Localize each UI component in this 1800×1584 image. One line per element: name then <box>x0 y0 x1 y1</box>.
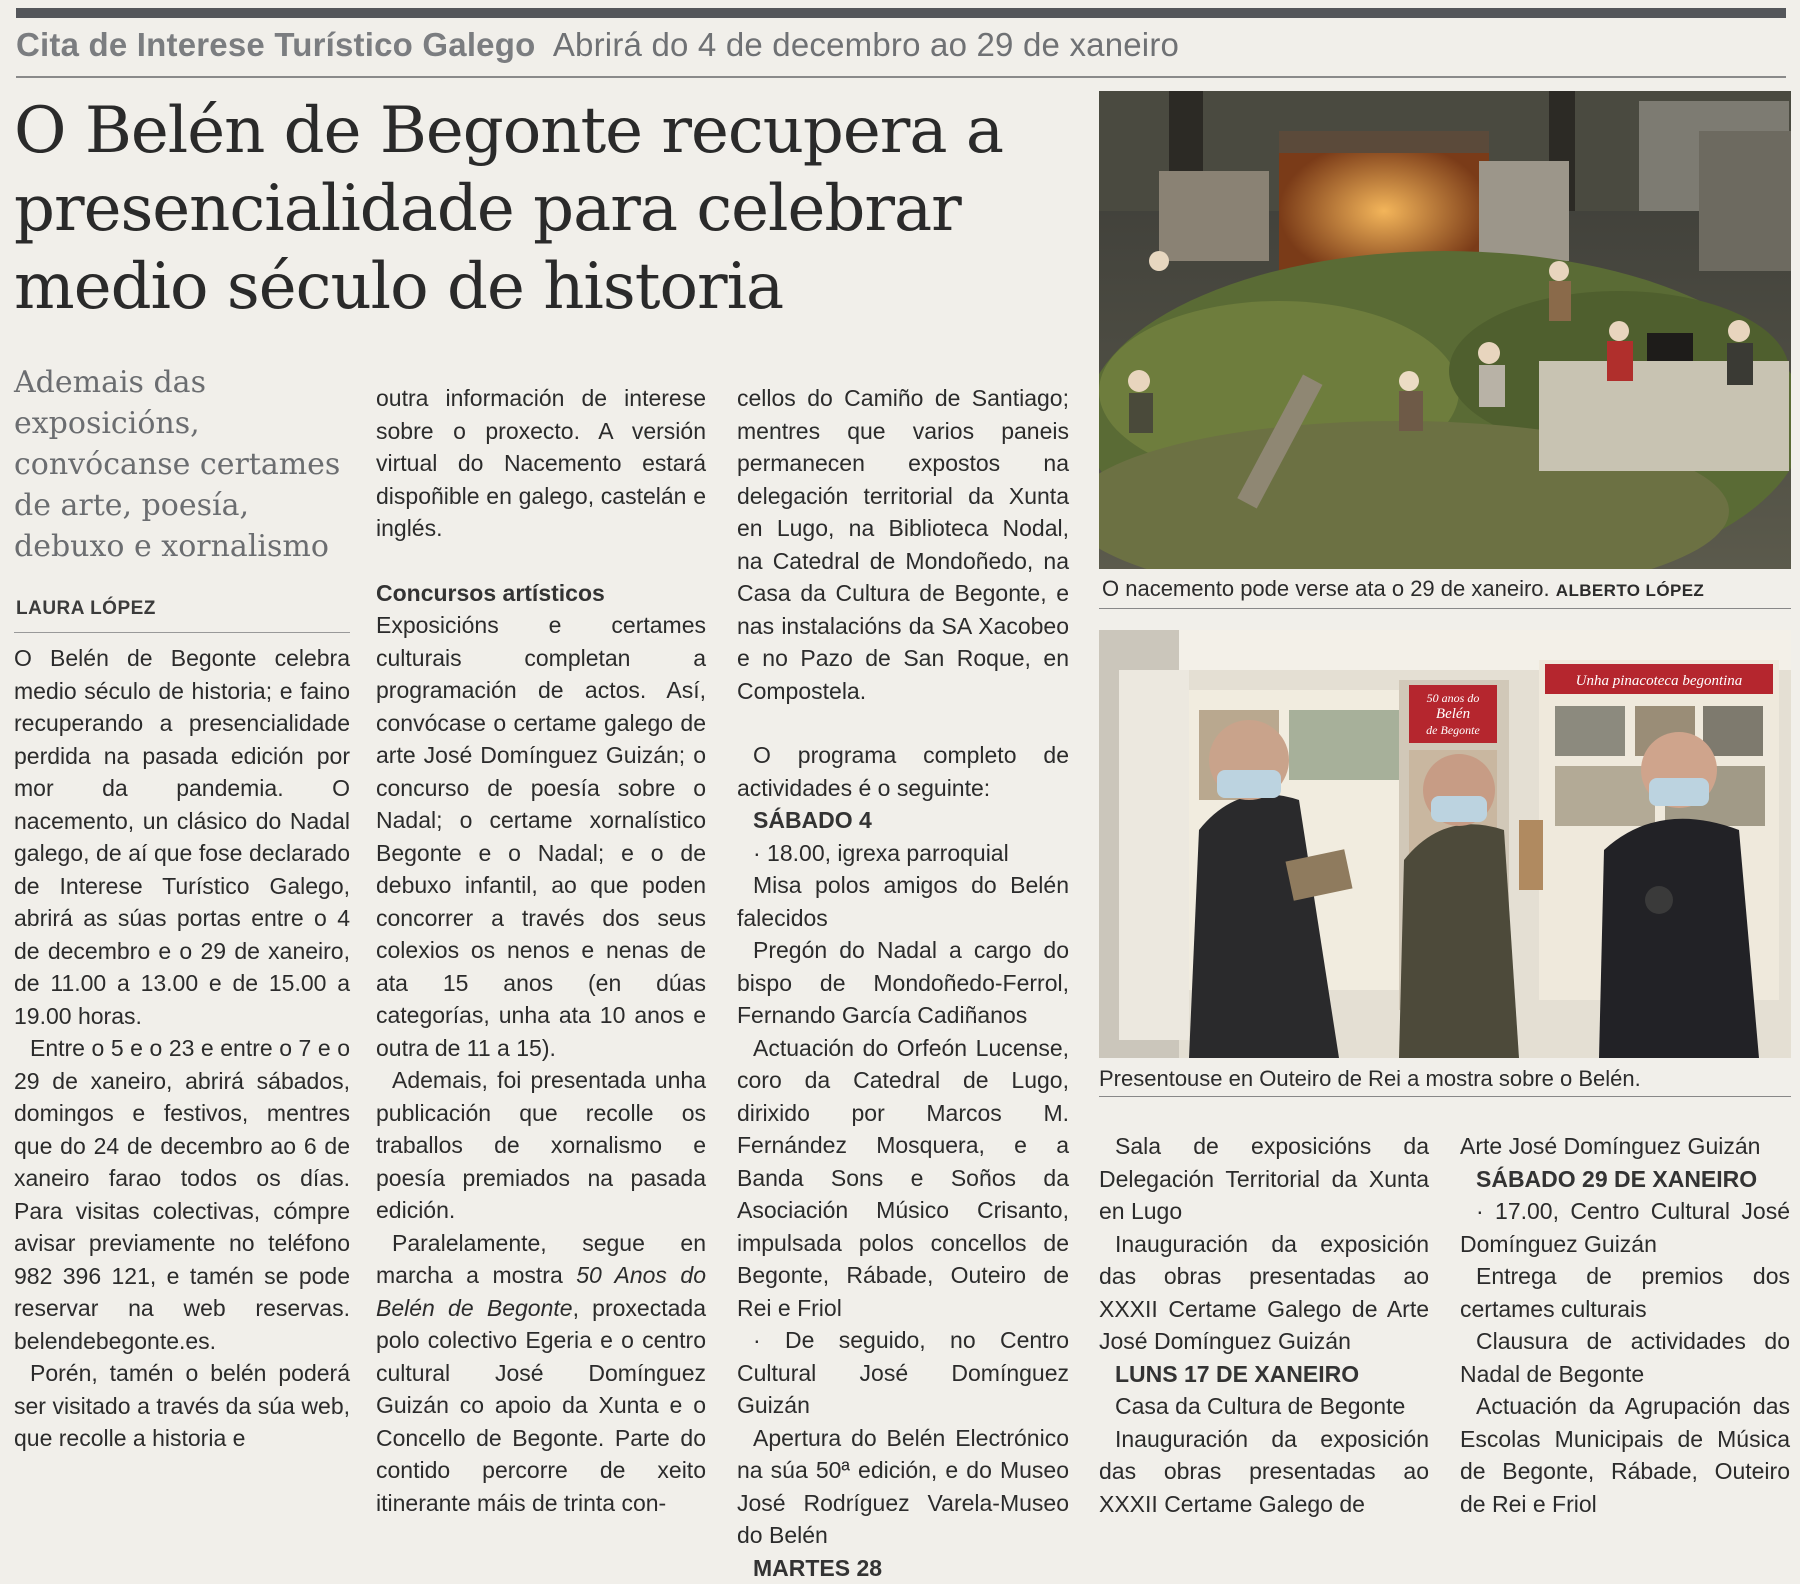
nativity-scene-illustration <box>1099 91 1791 569</box>
photo-caption-top <box>1102 576 1704 602</box>
text-column-5 <box>1460 1130 1790 1520</box>
schedule-entry: Misa polos amigos do Belén falecidos <box>737 869 1069 934</box>
panel-title: Unha pinacoteca begontina <box>1576 673 1743 689</box>
photo-credit: ALBERTO LÓPEZ <box>1556 581 1704 600</box>
nativity-scene-photo <box>1099 91 1791 569</box>
schedule-entry: Casa da Cultura de Begonte <box>1099 1390 1429 1423</box>
poster-line2: Belén <box>1436 706 1470 722</box>
exhibition-illustration <box>1099 630 1791 1058</box>
text-column-3 <box>737 382 1069 1584</box>
top-bar <box>16 8 1786 18</box>
schedule-day: LUNS 17 DE XANEIRO <box>1099 1358 1429 1391</box>
schedule-entry: Entrega de premios dos certames culturais <box>1460 1260 1790 1325</box>
schedule-entry: · 17.00, Centro Cultural José Domínguez Guizán <box>1460 1195 1790 1260</box>
schedule-entry: Inauguración da exposición das obras presentadas ao XXXII Certame Galego de <box>1099 1423 1429 1521</box>
text-column-2 <box>376 382 706 1519</box>
byline-rule <box>14 632 350 633</box>
paragraph: Entre o 5 e o 23 e entre o 7 e o 29 de xaneiro, abrirá sábados, domingos e festivos, mentres que do 24 de decembro ao 6 de xaneiro farao todos os días. Para visitas colectivas, cómpre avisar previamente no teléfono 982 396 121, e tamén se pode reservar na web reservas. belendebegonte.es. <box>14 1032 350 1357</box>
paragraph: outra información de interese sobre o proxecto. A versión virtual do Nacemento estará dispoñible en galego, castelán e inglés. <box>376 382 706 545</box>
schedule-day: MARTES 28 <box>737 1552 1069 1584</box>
schedule-day: SÁBADO 4 <box>737 804 1069 837</box>
paragraph <box>376 1227 706 1520</box>
paragraph: Porén, tamén o belén poderá ser visitado a través da súa web, que recolle a historia e <box>14 1357 350 1455</box>
exhibition-title: 50 Anos do Belén de Begonte <box>376 1262 706 1321</box>
caption-rule-bottom <box>1099 1096 1791 1097</box>
paragraph: O programa completo de actividades é o seguinte: <box>737 739 1069 804</box>
exhibition-photo <box>1099 630 1791 1058</box>
schedule-entry: Actuación do Orfeón Lucense, coro da Catedral de Lugo, dirixido por Marcos M. Fernández Mosquera, e a Banda Sons e Soños da Asociación Músico Crisanto, impulsada polos concellos de Begonte, Rábade, Outeiro de Rei e Friol <box>737 1032 1069 1325</box>
paragraph: cellos do Camiño de Santiago; mentres que varios paneis permanecen expostos na delegación territorial da Xunta en Lugo, na Biblioteca Nodal, na Catedral de Mondoñedo, na Casa da Cultura de Begonte, e nas instalacións da SA Xacobeo e no Pazo de San Roque, en Compostela. <box>737 382 1069 707</box>
kicker-category: Cita de Interese Turístico Galego <box>16 26 535 63</box>
caption-text: Presentouse en Outeiro de Rei a mostra sobre o Belén. <box>1099 1066 1641 1091</box>
schedule-entry: Pregón do Nadal a cargo do bispo de Mondoñedo-Ferrol, Fernando García Cadiñanos <box>737 934 1069 1032</box>
poster-line3: de Begonte <box>1426 723 1480 737</box>
poster-line1: 50 anos do <box>1427 691 1480 705</box>
text-column-1 <box>14 642 350 1455</box>
text-column-4 <box>1099 1130 1429 1520</box>
schedule-entry: · De seguido, no Centro Cultural José Domínguez Guizán <box>737 1324 1069 1422</box>
article-headline: O Belén de Begonte recupera a presencialidade para celebrar medio século de historia <box>14 92 1084 326</box>
paragraph: Exposicións e certames culturais completan a programación de actos. Así, convócase o certame galego de arte José Domínguez Guizán; o concurso de poesía sobre o Nadal; o certame xornalístico Begonte e o Nadal; e o de debuxo infantil, ao que poden concorrer a través dos seus colexios os nenos e nenas de ata 15 anos (en dúas categorías, unha ata 10 anos e outra de 11 a 15). <box>376 609 706 1064</box>
caption-rule-top <box>1099 608 1791 609</box>
schedule-entry: · 18.00, igrexa parroquial <box>737 837 1069 870</box>
schedule-entry: Inauguración da exposición das obras presentadas ao XXXII Certame Galego de Arte José Domínguez Guizán <box>1099 1228 1429 1358</box>
schedule-entry: Sala de exposicións da Delegación Territorial da Xunta en Lugo <box>1099 1130 1429 1228</box>
kicker-dates: Abrirá do 4 de decembro ao 29 de xaneiro <box>553 26 1179 63</box>
header-rule <box>16 76 1786 78</box>
article-byline: LAURA LÓPEZ <box>16 598 156 620</box>
section-title: Concursos artísticos <box>376 577 706 610</box>
schedule-entry: Apertura do Belén Electrónico na súa 50ª edición, e do Museo José Rodríguez Varela-Museo do Belén <box>737 1422 1069 1552</box>
article-subhead: Ademais das exposicións, convócanse certames de arte, poesía, debuxo e xornalismo <box>14 362 354 567</box>
text-span: Paralelamente, segue en marcha a mostra <box>376 1230 706 1289</box>
text-span: , proxectada polo colectivo Egeria e o centro cultural José Domínguez Guizán co apoio da Xunta e o Concello de Begonte. Parte do contido percorre de xeito itinerante máis de trinta con- <box>376 1295 706 1516</box>
schedule-entry: Actuación da Agrupación das Escolas Municipais de Música de Begonte, Rábade, Outeiro de Rei e Friol <box>1460 1390 1790 1520</box>
schedule-day: SÁBADO 29 DE XANEIRO <box>1460 1163 1790 1196</box>
schedule-entry: Clausura de actividades do Nadal de Begonte <box>1460 1325 1790 1390</box>
paragraph: O Belén de Begonte celebra medio século de historia; e faino recuperando a presencialidade perdida na pasada edición por mor da pandemia. O nacemento, un clásico do Nadal galego, de aí que fose declarado de Interese Turístico Galego, abrirá as súas portas entre o 4 de decembro e o 29 de xaneiro, de 11.00 a 13.00 e de 15.00 a 19.00 horas. <box>14 642 350 1032</box>
caption-text: O nacemento pode verse ata o 29 de xaneiro. <box>1102 576 1550 601</box>
paragraph: Ademais, foi presentada unha publicación que recolle os traballos de xornalismo e poesía premiados na pasada edición. <box>376 1064 706 1227</box>
photo-caption-bottom <box>1099 1066 1641 1092</box>
schedule-entry: Arte José Domínguez Guizán <box>1460 1130 1790 1163</box>
kicker-line <box>16 26 1179 64</box>
